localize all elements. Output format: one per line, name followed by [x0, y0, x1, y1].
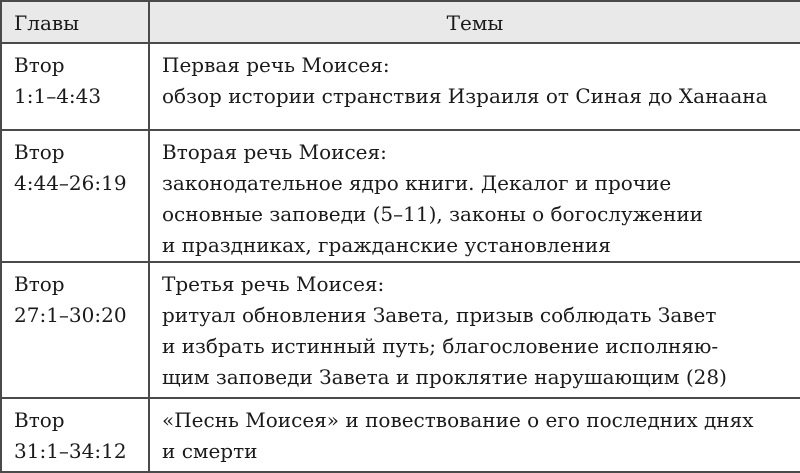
table-row — [1, 398, 800, 472]
chapter-range: 27:1–30:20 — [14, 303, 127, 327]
topic-line: и избрать истинный путь; благословение исполняю- — [162, 334, 719, 358]
chapter-cell — [1, 130, 149, 262]
chapter-book: Втор — [14, 140, 65, 164]
topic-cell — [149, 398, 800, 472]
chapter-book: Втор — [14, 272, 65, 296]
topic-line: Третья речь Моисея: — [162, 272, 385, 296]
chapter-range: 1:1–4:43 — [14, 84, 102, 108]
table-row — [1, 43, 800, 130]
topic-line: законодательное ядро книги. Декалог и прочие — [162, 171, 672, 195]
topic-line: основные заповеди (5–11), законы о богослужении — [162, 202, 703, 226]
chapter-cell — [1, 398, 149, 472]
chapter-cell — [1, 262, 149, 398]
header-topics: Темы — [149, 1, 800, 43]
topic-cell — [149, 262, 800, 398]
topic-line: Вторая речь Моисея: — [162, 140, 387, 164]
table-header-row — [1, 1, 800, 43]
chapter-book: Втор — [14, 53, 65, 77]
chapter-range: 31:1–34:12 — [14, 439, 127, 463]
table-row — [1, 130, 800, 262]
topic-line: и праздниках, гражданские установления — [162, 233, 611, 257]
topic-cell — [149, 130, 800, 262]
topic-line: ритуал обновления Завета, призыв соблюдать Завет — [162, 303, 717, 327]
chapter-book: Втор — [14, 408, 65, 432]
topic-cell — [149, 43, 800, 130]
topic-line: обзор истории странствия Израиля от Синая до Ханаана — [162, 84, 768, 108]
topic-line: «Песнь Моисея» и повествование о его последних днях — [162, 408, 754, 432]
chapter-cell — [1, 43, 149, 130]
topic-line: щим заповеди Завета и проклятие нарушающим (28) — [162, 365, 727, 389]
topic-line: и смерти — [162, 439, 258, 463]
header-chapters: Главы — [1, 1, 149, 43]
chapter-range: 4:44–26:19 — [14, 171, 127, 195]
table-row — [1, 262, 800, 398]
topic-line: Первая речь Моисея: — [162, 53, 390, 77]
